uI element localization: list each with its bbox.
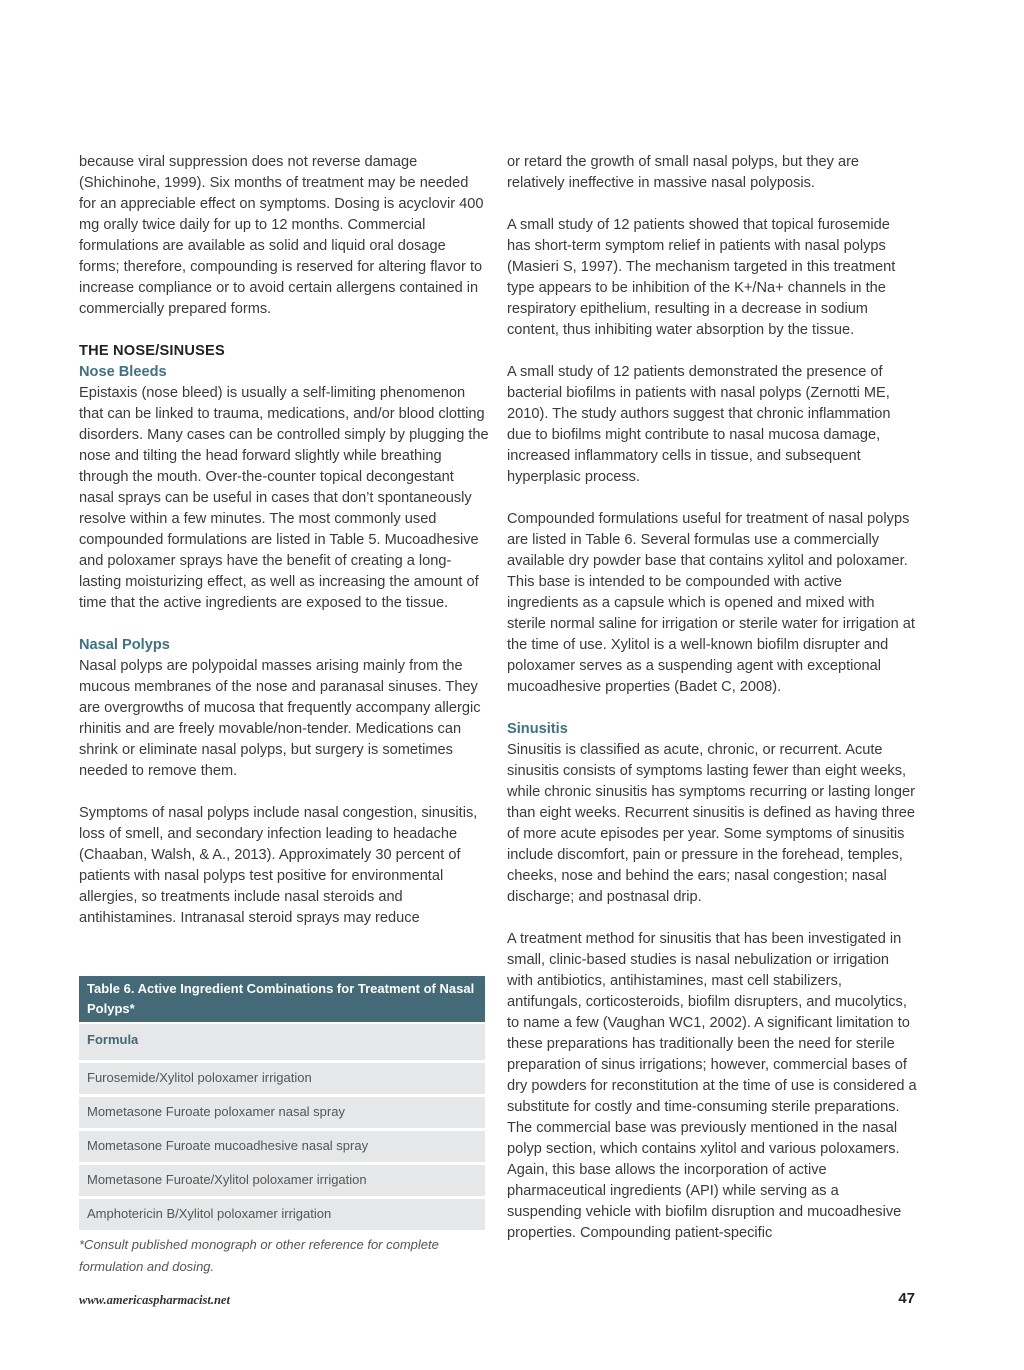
left-column <box>79 152 489 950</box>
subheading-nasal-polyps: Nasal Polyps <box>79 637 170 653</box>
section-heading: THE NOSE/SINUSES <box>79 343 225 359</box>
body-paragraph: A treatment method for sinusitis that has been investigated in small, clinic-based studies is nasal nebulization or irrigation with antibiotics, antihistamines, mast cell stabilizers, antifungals, corticosteroids, biofilm disrupters, and mucolytics, to name a few (Vaughan WC1, 2002). A significant limitation to these preparations has traditionally been the need for sterile preparation of sinus irrigations; however, commercial bases of dry powders for reconstitution at the time of use is considered a substitute for costly and time-consuming sterile preparations. The commercial base was previously mentioned in the nasal polyp section, which contains xylitol and various poloxamers. Again, this base allows the incorporation of active pharmaceutical ingredients (API) while serving as a suspending vehicle with biofilm disruption and mucoadhesive properties. Compounding patient-specific <box>507 931 917 1241</box>
subheading-sinusitis: Sinusitis <box>507 721 568 737</box>
body-paragraph: Epistaxis (nose bleed) is usually a self-limiting phenomenon that can be linked to trauma, medications, and/or blood clotting disorders. Many cases can be controlled simply by plugging the nose and tilting the head forward slightly while breathing through the mouth. Over-the-counter topical decongestant nasal sprays can be useful in cases that don’t spontaneously resolve within a few minutes. The most commonly used compounded formulations are listed in Table 5. Mucoadhesive and poloxamer sprays have the benefit of creating a long-lasting moisturizing effect, as well as increasing the amount of time that the active ingredients are exposed to the tissue. <box>79 385 489 611</box>
body-paragraph: Sinusitis is classified as acute, chronic, or recurrent. Acute sinusitis consists of symptoms lasting fewer than eight weeks, while chronic sinusitis has symptoms recurring or lasting longer than eight weeks. Recurrent sinusitis is defined as having three of more acute episodes per year. Some symptoms of sinusitis include discomfort, pain or pressure in the forehead, temples, cheeks, nose and behind the ears; nasal congestion; nasal discharge; and postnasal drip. <box>507 742 916 905</box>
table-row: Amphotericin B/Xylitol poloxamer irrigation <box>79 1199 485 1230</box>
table-footnote: *Consult published monograph or other reference for complete formulation and dosing. <box>79 1237 439 1274</box>
body-paragraph: Compounded formulations useful for treatment of nasal polyps are listed in Table 6. Several formulas use a commercially available dry powder base that contains xylitol and poloxamer. This base is intended to be compounded with active ingredients as a capsule which is opened and mixed with sterile normal saline for irrigation or sterile water for irrigation at the time of use. Xylitol is a well-known biofilm disrupter and poloxamer serves as a suspending agent with exceptional mucoadhesive properties (Badet C, 2008). <box>507 511 915 695</box>
body-paragraph: because viral suppression does not reverse damage (Shichinohe, 1999). Six months of treatment may be needed for an appreciable effect on symptoms. Dosing is acyclovir 400 mg orally twice daily for up to 12 months. Commercial formulations are available as solid and liquid oral dosage forms; therefore, compounding is reserved for altering flavor to increase compliance or to avoid certain allergens contained in commercially prepared forms. <box>79 154 484 317</box>
table-row: Furosemide/Xylitol poloxamer irrigation <box>79 1063 485 1094</box>
body-paragraph: Nasal polyps are polypoidal masses arising mainly from the mucous membranes of the nose and paranasal sinuses. They are overgrowths of mucosa that frequently accompany allergic rhinitis and are freely movable/non-tender. Medications can shrink or eliminate nasal polyps, but surgery is sometimes needed to remove them. <box>79 658 481 779</box>
table-row: Mometasone Furoate/Xylitol poloxamer irrigation <box>79 1165 485 1196</box>
table-6 <box>79 976 485 1278</box>
table-row: Mometasone Furoate poloxamer nasal spray <box>79 1097 485 1128</box>
right-column <box>507 152 917 1265</box>
table-title: Table 6. Active Ingredient Combinations for Treatment of Nasal Polyps* <box>79 976 485 1022</box>
page-number: 47 <box>898 1290 915 1307</box>
body-paragraph: Symptoms of nasal polyps include nasal congestion, sinusitis, loss of smell, and secondary infection leading to headache (Chaaban, Walsh, & A., 2013). Approximately 30 percent of patients with nasal polyps test positive for environmental allergies, so treatments include nasal steroids and antihistamines. Intranasal steroid sprays may reduce <box>79 805 478 926</box>
body-paragraph: or retard the growth of small nasal polyps, but they are relatively ineffective in massive nasal polyposis. <box>507 154 860 191</box>
footer-url: www.americaspharmacist.net <box>79 1293 230 1307</box>
table-header: Formula <box>79 1024 485 1060</box>
subheading-nose-bleeds: Nose Bleeds <box>79 364 167 380</box>
table-row: Mometasone Furoate mucoadhesive nasal spray <box>79 1131 485 1162</box>
body-paragraph: A small study of 12 patients demonstrated the presence of bacterial biofilms in patients with nasal polyps (Zernotti ME, 2010). The study authors suggest that chronic inflammation due to biofilms might contribute to nasal mucosa damage, increased inflammatory cells in tissue, and subsequent hyperplasic process. <box>507 364 891 485</box>
body-paragraph: A small study of 12 patients showed that topical furosemide has short-term symptom relief in patients with nasal polyps (Masieri S, 1997). The mechanism targeted in this treatment type appears to be inhibition of the K+/Na+ channels in the respiratory epithelium, resulting in a decrease in sodium content, thus inhibiting water absorption by the tissue. <box>507 217 896 338</box>
